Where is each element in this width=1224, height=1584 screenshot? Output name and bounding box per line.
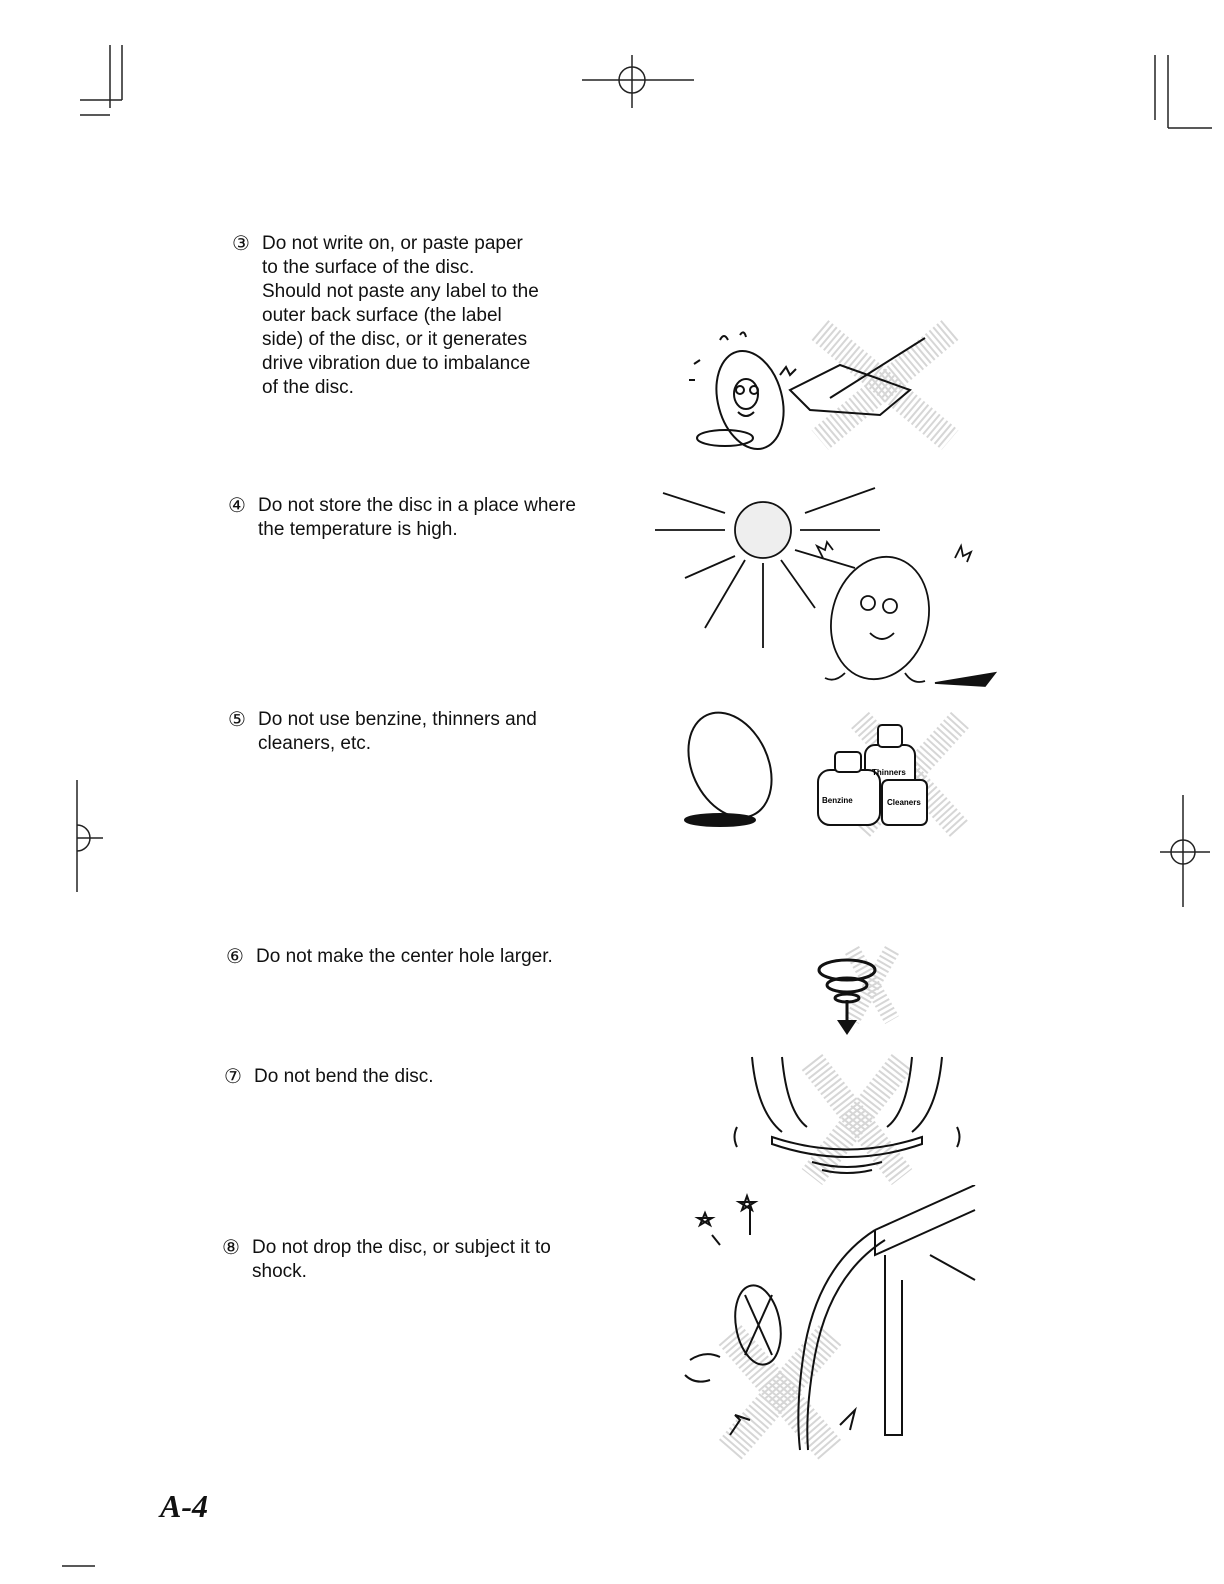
item-number: ④ [228,495,246,517]
illustration-bend-disc [732,1052,962,1187]
illustration-high-temperature [655,478,1000,693]
item-number: ⑧ [222,1237,240,1259]
item-text: Do not store the disc in a place where the temperature is high. [258,495,576,540]
cleaners-label: Cleaners [887,798,921,807]
page-number: A-4 [160,1488,208,1524]
illustration-solvents [660,690,970,840]
item-text: Do not use benzine, thinners and cleaners, etc. [258,709,537,754]
item-text: Do not write on, or paste paper to the surface of the disc. Should not paste any label to the outer back surface (the label side) of the disc, or it generates drive vibration due to imbalance of the disc. [262,233,539,398]
item-text: Do not bend the disc. [254,1066,434,1087]
illustration-no-writing [680,320,970,460]
item-number: ⑦ [224,1066,242,1088]
thinners-label: Thinners [872,768,906,777]
illustration-center-hole [812,940,902,1040]
item-text: Do not make the center hole larger. [256,946,553,967]
illustration-drop-disc [680,1185,980,1460]
item-number: ⑥ [226,946,244,968]
benzine-label: Benzine [822,796,853,805]
item-number: ⑤ [228,709,246,731]
item-number: ③ [232,233,250,255]
item-text: Do not drop the disc, or subject it to shock. [252,1237,551,1282]
